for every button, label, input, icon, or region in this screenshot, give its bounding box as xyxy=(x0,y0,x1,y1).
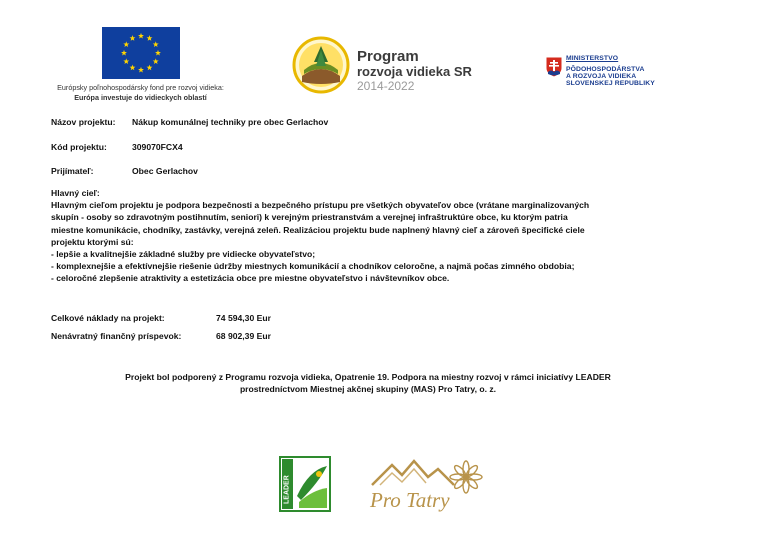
ministry-line1: MINISTERSTVO xyxy=(566,55,619,62)
main-goal-line: - celoročné zlepšenie atraktivity a estetizácia obce pre miestne obyvateľstvo i návštevníkov obce. xyxy=(51,273,450,284)
main-goal-section xyxy=(51,187,691,285)
total-cost-value: 74 594,30 Eur xyxy=(216,313,271,323)
support-note-line2: prostredníctvom Miestnej akčnej skupiny (MAS) Pro Tatry, o. z. xyxy=(239,383,497,394)
leader-logo xyxy=(279,456,331,512)
project-name-value: Nákup komunálnej techniky pre obec Gerlachov xyxy=(132,117,329,127)
grant-label: Nenávratný finančný príspevok: xyxy=(51,331,182,341)
prv-title-line2: rozvoja vidieka SR xyxy=(357,64,472,79)
main-goal-line: - lepšie a kvalitnejšie základné služby pre vidiecke obyvateľstvo; xyxy=(51,249,316,260)
support-note-line1: Projekt bol podporený z Programu rozvoja vidieka, Opatrenie 19. Podpora na miestny rozvoj v rámci iniciatívy LEADER xyxy=(125,372,611,382)
leader-logo-text: LEADER xyxy=(283,475,291,504)
total-cost-label: Celkové náklady na projekt: xyxy=(51,313,165,323)
protatry-logo xyxy=(362,455,492,515)
protatry-logo-text: Pro Tatry xyxy=(370,488,450,512)
support-note xyxy=(60,372,676,395)
recipient-value: Obec Gerlachov xyxy=(132,166,198,176)
project-code-label: Kód projektu: xyxy=(51,142,107,152)
ministry-line3: A ROZVOJA VIDIEKA xyxy=(566,73,637,80)
grant-value: 68 902,39 Eur xyxy=(216,331,271,341)
project-code-value: 309070FCX4 xyxy=(132,142,183,152)
eu-caption-line1: Európsky poľnohospodársky fond pre rozvoj vidieka: xyxy=(57,83,224,92)
main-goal-line: skupín - osoby so zdravotným postihnutím, seniori) k verejným priestranstvám a verejnej infraštruktúre obce, ku ktorým patria xyxy=(51,212,568,223)
project-name-label: Názov projektu: xyxy=(51,117,116,127)
recipient-label: Prijímateľ: xyxy=(51,166,94,176)
prv-emblem-logo xyxy=(292,36,350,94)
main-goal-line: - komplexnejšie a efektívnejšie riešenie údržby miestnych komunikácií a chodníkov celoročne, a najmä počas zimného obdobia; xyxy=(51,261,575,272)
main-goal-line: Hlavným cieľom projektu je podpora bezpečnosti a bezpečného prístupu pre všetkých obyvateľov obce (vrátane marginalizovaných xyxy=(51,200,590,211)
prv-title-line1: Program xyxy=(357,48,419,65)
ministry-line4: SLOVENSKEJ REPUBLIKY xyxy=(566,80,655,87)
eu-caption-line2: Európa investuje do vidieckych oblastí xyxy=(74,93,207,102)
prv-years: 2014-2022 xyxy=(357,79,415,93)
slovak-coat-of-arms-icon xyxy=(545,56,563,78)
ministry-line2: PÔDOHOSPODÁRSTVA xyxy=(566,66,645,73)
main-goal-label: Hlavný cieľ: xyxy=(51,188,100,198)
eu-flag-logo xyxy=(102,27,180,79)
main-goal-line: miestne komunikácie, chodníky, zastávky, verejná zeleň. Realizáciou projektu bude naplnený hlavný cieľ a zároveň špecifické ciele xyxy=(51,224,585,235)
main-goal-line: projektu ktorými sú: xyxy=(51,236,134,247)
